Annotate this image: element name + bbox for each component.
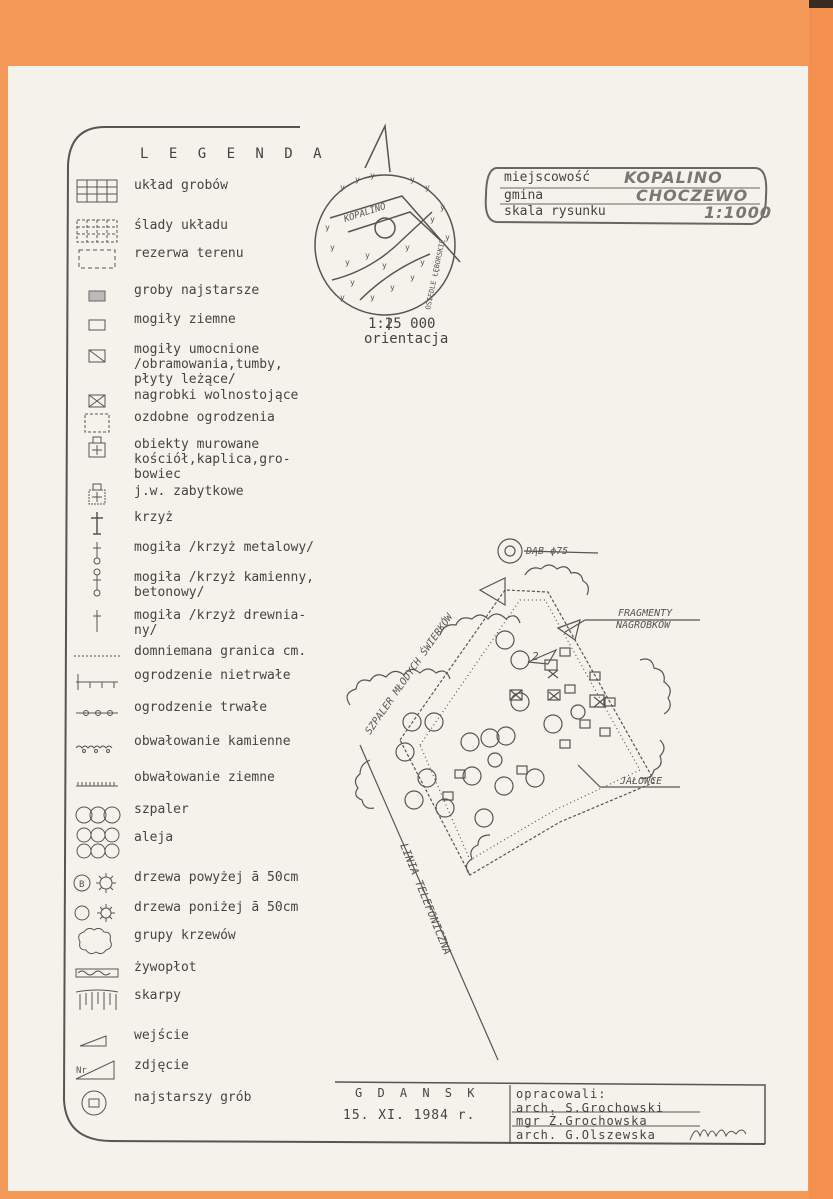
legend-label: domniemana granica cm. <box>134 644 307 659</box>
legend-label: ozdobne ogrodzenia <box>134 410 275 425</box>
svg-text:y: y <box>330 243 335 252</box>
legend-label: nagrobki wolnostojące <box>134 388 299 403</box>
svg-text:y: y <box>445 233 450 242</box>
photo-marker-label: 2 <box>532 650 539 663</box>
city-label: G D A N S K <box>355 1086 479 1100</box>
svg-text:y: y <box>410 175 415 184</box>
fragments-label-1: FRAGMENTY <box>618 608 673 619</box>
legend-label: grupy krzewów <box>134 928 236 943</box>
legend-label: ogrodzenie nietrwałe <box>134 668 291 683</box>
date-label: 15. XI. 1984 r. <box>343 1108 476 1123</box>
legend-label: ślady układu <box>134 218 228 233</box>
scale-value: 1:1000 <box>704 203 773 222</box>
fragments-label-2: NAGROBKÓW <box>616 620 671 631</box>
svg-text:y: y <box>350 278 355 287</box>
svg-text:y: y <box>405 243 410 252</box>
spruce-row-label: SZPALER MŁODYCH ŚWIERKÓW <box>363 612 456 737</box>
legend-label: groby najstarsze <box>134 283 260 298</box>
svg-text:y: y <box>382 261 387 270</box>
author-1: arch. S.Grochowski <box>516 1101 665 1115</box>
legend-label: mogiły umocnione /obramowania,tumby, płyty leżące/ <box>134 342 283 387</box>
legend-label: układ grobów <box>134 178 228 193</box>
author-2: mgr Ż.Grochowska <box>516 1114 648 1128</box>
orientation-scale: 1:25 000 <box>368 316 436 332</box>
svg-text:y: y <box>365 251 370 260</box>
author-3: arch. G.Olszewska <box>516 1128 656 1142</box>
legend-label: mogiła /krzyż kamienny, betonowy/ <box>134 570 315 600</box>
prepared-by-label: opracowali: <box>516 1087 607 1101</box>
svg-text:y: y <box>340 293 345 302</box>
legend-label: najstarszy grób <box>134 1090 252 1105</box>
svg-text:y: y <box>425 183 430 192</box>
svg-text:y: y <box>340 183 345 192</box>
legend-label: drzewa poniżej ā 50cm <box>134 900 299 915</box>
photo-nr-label: Nr <box>76 1066 87 1076</box>
svg-text:y: y <box>430 215 435 224</box>
legend-label: wejście <box>134 1028 189 1043</box>
oak-label: DĄB ϕ75 <box>526 546 569 557</box>
svg-text:y: y <box>370 293 375 302</box>
legend-label: obwałowanie ziemne <box>134 770 275 785</box>
orientation-label: orientacja <box>364 331 449 347</box>
phone-line-label: LINIA TELEFONICZNA <box>397 841 454 957</box>
legend-label: żywopłot <box>134 960 197 975</box>
legend-label: rezerwa terenu <box>134 246 244 261</box>
legend-label: aleja <box>134 830 174 845</box>
commune-value: CHOCZEWO <box>636 186 749 205</box>
svg-text:B: B <box>79 880 85 890</box>
svg-text:y: y <box>370 171 375 180</box>
legend-label: krzyż <box>134 510 174 525</box>
svg-text:y: y <box>440 203 445 212</box>
legend-label: zdjęcie <box>134 1058 189 1073</box>
svg-text:y: y <box>410 273 415 282</box>
orientation-village: KOPALINO <box>342 201 388 225</box>
scale-label: skala rysunku <box>504 204 606 219</box>
junipers-label: JAŁOWCE <box>620 776 663 787</box>
place-label: miejscowość <box>504 170 591 185</box>
legend-label: obiekty murowane kościół,kaplica,gro- bowiec <box>134 437 291 482</box>
legend-label: drzewa powyżej ā 50cm <box>134 870 299 885</box>
svg-text:y: y <box>325 223 330 232</box>
commune-label: gmina <box>504 188 544 203</box>
svg-text:y: y <box>420 258 425 267</box>
legend-label: mogiła /krzyż metalowy/ <box>134 540 315 555</box>
orientation-road: OSIEDLE ŁĘBORSKIE <box>424 238 447 311</box>
legend-label: mogiły ziemne <box>134 312 236 327</box>
svg-text:y: y <box>345 258 350 267</box>
legend-label: mogiła /krzyż drewnia- ny/ <box>134 608 307 638</box>
place-value: KOPALINO <box>624 168 723 187</box>
legend-label: skarpy <box>134 988 181 1003</box>
legend-title: L E G E N D A <box>140 146 328 162</box>
legend-label: szpaler <box>134 802 189 817</box>
legend-label: j.w. zabytkowe <box>134 484 244 499</box>
svg-text:y: y <box>355 175 360 184</box>
svg-text:y: y <box>390 283 395 292</box>
legend-label: ogrodzenie trwałe <box>134 700 268 715</box>
legend-label: obwałowanie kamienne <box>134 734 291 749</box>
